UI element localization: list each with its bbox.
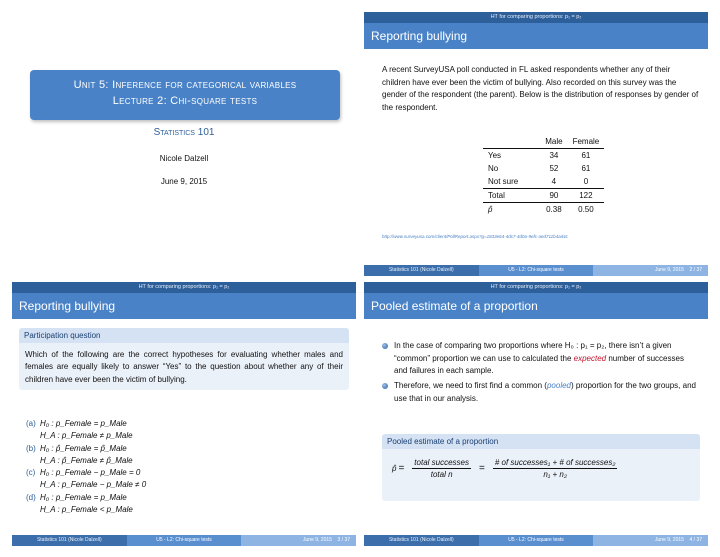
option-text (40, 492, 133, 517)
null-hypothesis: H₀ : p_Female − p_Male = 0 (40, 468, 141, 478)
section-header: HT for comparing proportions: p₁ = p₂ (364, 282, 708, 293)
formula-lhs: p̂ (392, 464, 397, 473)
denominator: n₁ + n₂ (543, 470, 567, 479)
bullet-item (384, 340, 698, 378)
footer-author: Statistics 101 (Nicole Dalzell) (364, 535, 479, 546)
slide-title: Reporting bullying (364, 23, 708, 49)
footer-date: June 9, 2015 (303, 537, 332, 543)
footer-date-page (593, 535, 708, 546)
numerator: total successes (414, 458, 469, 467)
table-cell: 4 (551, 177, 557, 186)
footer-author: Statistics 101 (Nicole Dalzell) (12, 535, 127, 546)
option-d[interactable] (26, 492, 146, 517)
table-header-cell: Female (572, 137, 600, 146)
option-label: (a) (26, 419, 36, 428)
table-cell: 0.38 (540, 203, 567, 217)
option-label: (b) (26, 443, 36, 453)
course-name: Statistics 101 (153, 127, 215, 138)
footer-author: Statistics 101 (Nicole Dalzell) (364, 265, 479, 276)
numerator: # of successes₁ + # of successes₂ (494, 458, 616, 467)
footer (12, 535, 356, 546)
response-distribution-table (483, 135, 604, 216)
participation-question-box (19, 328, 349, 390)
option-text (40, 467, 146, 492)
page-number: 3 / 37 (337, 537, 351, 543)
alternative-hypothesis: H_A : p̂_Female ≠ p̂_Male (40, 455, 133, 465)
fraction-total (412, 458, 471, 479)
page-number: 4 / 37 (689, 537, 703, 543)
table-cell: No (488, 164, 499, 173)
survey-description: A recent SurveyUSA poll conducted in FL asked respondents whether any of their children have ever been the victim of bullying. Also recorded on this survey was the gender of the respondent (the parent). Below is the distribution of responses by gender of the respondent. (382, 65, 699, 112)
table-cell: 90 (540, 189, 567, 203)
option-a[interactable] (26, 418, 146, 443)
footer (364, 535, 708, 546)
table-cell: p̂ (483, 203, 540, 217)
null-hypothesis: H₀ : p_Female = p_Male (40, 419, 127, 428)
option-text (40, 418, 133, 443)
fraction-groups (493, 458, 618, 479)
bullet-icon (382, 343, 388, 349)
formula-area (382, 449, 700, 501)
null-hypothesis: H₀ : p̂_Female = p̂_Male (40, 443, 127, 453)
slide-reporting-bullying-question (12, 282, 356, 546)
option-label: (d) (26, 492, 36, 502)
box-title: Pooled estimate of a proportion (382, 434, 700, 449)
table-row (483, 175, 604, 189)
bullet-item (384, 380, 698, 405)
table-row (483, 189, 604, 203)
table-row (483, 203, 604, 217)
box-title: Participation question (19, 328, 349, 343)
table-cell: Total (483, 189, 540, 203)
slide-title (12, 12, 356, 276)
alternative-hypothesis: H_A : p_Female ≠ p_Male (40, 431, 133, 441)
option-b[interactable] (26, 443, 146, 468)
author-name: Nicole Dalzell (159, 154, 209, 163)
table-cell: 34 (540, 149, 567, 163)
slide-reporting-bullying-data (364, 12, 708, 276)
lecture-title: Lecture 2: Chi-square tests (112, 95, 258, 107)
source-link[interactable]: http://www.surveyusa.com/client/PollReport.aspx?g=1833e64-4dc7-4d0a-9efc-aed711b4ad4c (382, 234, 568, 239)
page-number: 2 / 37 (689, 267, 703, 273)
section-header: HT for comparing proportions: p₁ = p₂ (364, 12, 708, 23)
alternative-hypothesis: H_A : p_Female − p_Male ≠ 0 (40, 480, 147, 490)
unit-title: Unit 5: Inference for categorical variables (73, 79, 297, 91)
footer-date-page (593, 265, 708, 276)
option-label: (c) (26, 468, 36, 478)
slide-pooled-estimate (364, 282, 708, 546)
slide-title: Reporting bullying (12, 293, 356, 319)
footer-lecture: U5 - L2: Chi-square tests (127, 535, 242, 546)
table-cell: 52 (549, 164, 559, 173)
option-c[interactable] (26, 467, 146, 492)
table-cell: 0 (583, 177, 589, 186)
section-header: HT for comparing proportions: p₁ = p₂ (12, 282, 356, 293)
table-cell: 61 (568, 149, 605, 163)
table-header-row (483, 135, 604, 149)
table-cell: 122 (568, 189, 605, 203)
footer-date: June 9, 2015 (655, 267, 684, 273)
bullet-text: Therefore, we need to first find a common (pooled) proportion for the two groups, and use that in our analysis. (394, 381, 696, 403)
slide-title: Pooled estimate of a proportion (364, 293, 708, 319)
bullet-text: In the case of comparing two proportions where H₀ : p₁ = p₂, there isn’t a given “common” proportion we can use to calculated the expected number of successes and failures in each sample. (394, 341, 684, 375)
footer-lecture: U5 - L2: Chi-square tests (479, 535, 594, 546)
question-text: Which of the following are the correct hypotheses for evaluating whether males and females are equally likely to answer “Yes” to the question about whether any of their children have ever been the victim of bullying. (19, 343, 349, 390)
table-row (483, 149, 604, 163)
pooled-formula: p̂ = $\frac{\text{total successes}}{\text{total n}}$ = $\frac{\text{\# of successes₁ + \# of successes₂}}{\text{n₁ + n₂}}$ (392, 458, 616, 479)
table-header-cell: Male (545, 137, 563, 146)
table-cell: Yes (483, 149, 540, 163)
answer-options (26, 418, 146, 516)
null-hypothesis: H₀ : p_Female = p_Male (40, 492, 127, 502)
alternative-hypothesis: H_A : p_Female < p_Male (40, 505, 133, 515)
title-box (30, 70, 340, 120)
presentation-date: June 9, 2015 (160, 177, 208, 186)
footer-date: June 9, 2015 (655, 537, 684, 543)
table-header-cell (483, 135, 540, 149)
table-cell: 61 (581, 164, 591, 173)
table-row (483, 162, 604, 175)
emphasis-expected: expected (573, 353, 607, 363)
footer-lecture: U5 - L2: Chi-square tests (479, 265, 594, 276)
denominator: total n (430, 470, 453, 479)
table-cell: Not sure (488, 177, 519, 186)
option-text (40, 443, 133, 468)
emphasis-pooled: pooled (546, 381, 571, 390)
footer (364, 265, 708, 276)
table-cell: 0.50 (568, 203, 605, 217)
footer-date-page (241, 535, 356, 546)
pooled-estimate-box (382, 434, 700, 501)
bullet-icon (382, 383, 388, 389)
